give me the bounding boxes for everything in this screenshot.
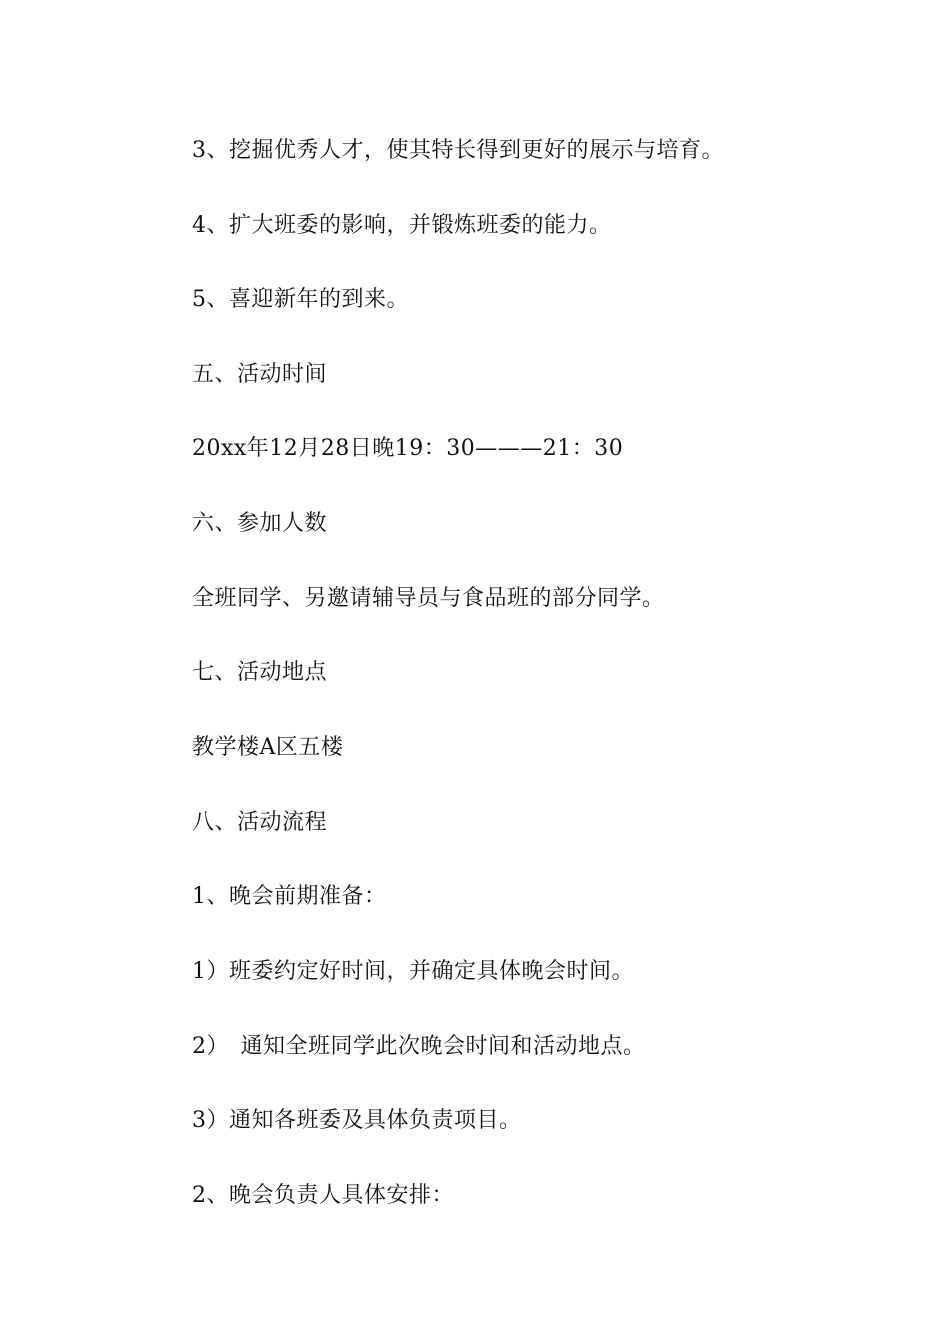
list-item-goal-4: 4、扩大班委的影响，并锻炼班委的能力。 <box>192 213 612 238</box>
location-text: 教学楼A区五楼 <box>192 735 344 760</box>
section-heading-location: 七、活动地点 <box>192 660 328 685</box>
participants-text: 全班同学、另邀请辅导员与食品班的部分同学。 <box>192 586 665 611</box>
section-heading-participants: 六、参加人数 <box>192 511 328 536</box>
section-heading-process: 八、活动流程 <box>192 810 328 835</box>
event-time-text: 20xx年12月28日晚19：30———21：30 <box>192 436 624 461</box>
process-substep-2: 2） 通知全班同学此次晚会时间和活动地点。 <box>192 1034 646 1059</box>
section-heading-time: 五、活动时间 <box>192 362 328 387</box>
process-step-2: 2、晚会负责人具体安排： <box>192 1183 454 1208</box>
process-substep-3: 3）通知各班委及具体负责项目。 <box>192 1108 522 1133</box>
process-substep-1: 1）班委约定好时间，并确定具体晚会时间。 <box>192 959 634 984</box>
list-item-goal-5: 5、喜迎新年的到来。 <box>192 287 409 312</box>
process-step-1: 1、晚会前期准备： <box>192 884 387 909</box>
list-item-goal-3: 3、挖掘优秀人才，使其特长得到更好的展示与培育。 <box>192 138 724 163</box>
